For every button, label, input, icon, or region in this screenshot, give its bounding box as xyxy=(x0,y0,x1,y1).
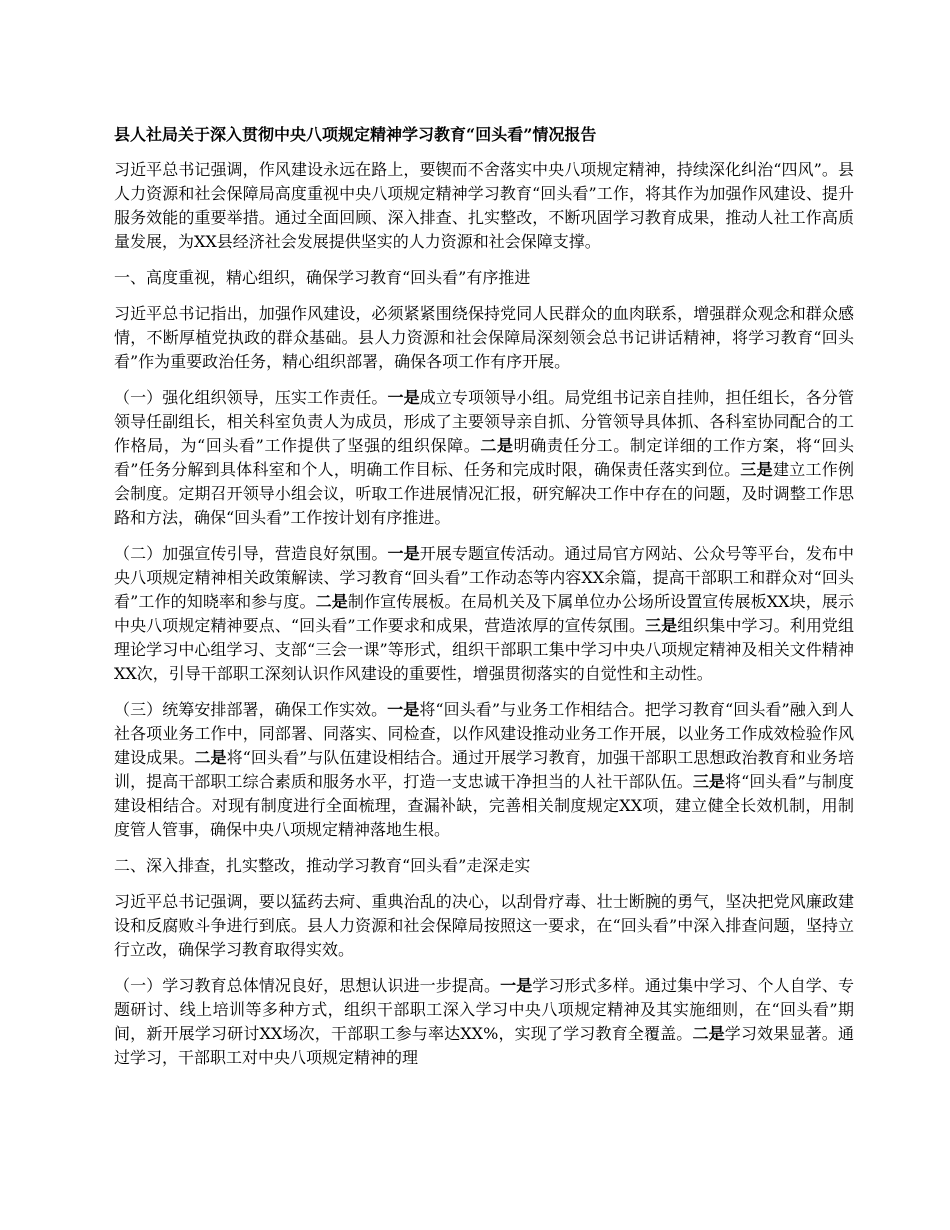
text-run: 将“回头看”与队伍建设相结合。通过开展学习教育，加强干部职工思想政治教育和业务培训，提高干部职工综合素质和服务水平，打造一支忠诚干净担当的人社干部队伍。 xyxy=(114,748,854,791)
bold-run: 二是 xyxy=(315,592,348,611)
text-run: 组织集中学习。利用党组理论学习中心组学习、支部“三会一课”等形式，组织干部职工集中学习中央八项规定精神及相关文件精神XX次，引导干部职工深刻认识作风建设的重要性，增强贯彻落实的自觉性和主动性。 xyxy=(114,616,854,683)
text-run: 学习形式多样。通过集中学习、个人自学、专题研讨、线上培训等多种方式，组织干部职工深入学习中央八项规定精神及其实施细则，在“回头看”期间，新开展学习研讨XX场次，干部职工参与率达XX%，实现了学习教育全覆盖。 xyxy=(114,976,854,1043)
section-1-paragraph-2 xyxy=(114,542,854,686)
text-run: 学习效果显著。通过学习，干部职工对中央八项规定精神的理 xyxy=(114,1024,854,1067)
section-2-paragraph-1 xyxy=(114,974,854,1070)
bold-run: 二是 xyxy=(480,436,514,455)
bold-run: 一是 xyxy=(387,700,420,719)
text-run: （一）学习教育总体情况良好，思想认识进一步提高。 xyxy=(114,976,501,995)
bold-run: 三是 xyxy=(645,616,678,635)
bold-run: 二是 xyxy=(194,748,227,767)
section-1-paragraph-1 xyxy=(114,386,854,530)
section-1-intro: 习近平总书记指出，加强作风建设，必须紧紧围绕保持党同人民群众的血肉联系，增强群众观念和群众感情，不断厚植党执政的群众基础。县人力资源和社会保障局深刻领会总书记讲话精神，将学习教育“回头看”作为重要政治任务，精心组织部署，确保各项工作有序开展。 xyxy=(114,304,854,371)
bold-run: 一是 xyxy=(387,388,420,407)
text-run: 制作宣传展板。在局机关及下属单位办公场所设置宣传展板XX块，展示中央八项规定精神要点、“回头看”工作要求和成果，营造浓厚的宣传氛围。 xyxy=(114,592,854,635)
section-1-heading: 一、高度重视，精心组织，确保学习教育“回头看”有序推进 xyxy=(114,268,531,287)
section-1-paragraph-3 xyxy=(114,698,854,842)
section-2-intro: 习近平总书记强调，要以猛药去疴、重典治乱的决心，以刮骨疗毒、壮士断腕的勇气，坚决把党风廉政建设和反腐败斗争进行到底。县人力资源和社会保障局按照这一要求，在“回头看”中深入排查问题，坚持立行立改，确保学习教育取得实效。 xyxy=(114,892,854,959)
bold-run: 一是 xyxy=(500,976,533,995)
document-page xyxy=(114,123,854,1082)
text-run: （二）加强宣传引导，营造良好氛围。 xyxy=(114,544,388,563)
text-run: （一）强化组织领导，压实工作责任。 xyxy=(114,388,388,407)
text-run: 建立工作例会制度。定期召开领导小组会议，听取工作进展情况汇报，研究解决工作中存在的问题，及时调整工作思路和方法，确保“回头看”工作按计划有序推进。 xyxy=(114,460,854,527)
bold-run: 三是 xyxy=(740,460,773,479)
document-title: 县人社局关于深入贯彻中央八项规定精神学习教育“回头看”情况报告 xyxy=(114,125,597,144)
text-run: 明确责任分工。制定详细的工作方案，将“回头看”任务分解到具体科室和个人，明确工作目标、任务和完成时限，确保责任落实到位。 xyxy=(114,436,854,479)
section-2-heading: 二、深入排查，扎实整改，推动学习教育“回头看”走深走实 xyxy=(114,856,531,875)
text-run: （三）统筹安排部署，确保工作实效。 xyxy=(114,700,388,719)
text-run: 将“回头看”与业务工作相结合。把学习教育“回头看”融入到人社各项业务工作中，同部署、同落实、同检查，以作风建设推动业务工作开展，以业务工作成效检验作风建设成果。 xyxy=(114,700,854,767)
text-run: 成立专项领导小组。局党组书记亲自挂帅，担任组长，各分管领导任副组长，相关科室负责人为成员，形成了主要领导亲自抓、分管领导具体抓、各科室协同配合的工作格局，为“回头看”工作提供了坚强的组织保障。 xyxy=(114,388,854,455)
bold-run: 二是 xyxy=(692,1024,725,1043)
bold-run: 一是 xyxy=(387,544,420,563)
bold-run: 三是 xyxy=(692,772,725,791)
text-run: 将“回头看”与制度建设相结合。对现有制度进行全面梳理，查漏补缺，完善相关制度规定XX项，建立健全长效机制，用制度管人管事，确保中央八项规定精神落地生根。 xyxy=(114,772,854,839)
intro-paragraph: 习近平总书记强调，作风建设永远在路上，要锲而不舍落实中央八项规定精神，持续深化纠治“四风”。县人力资源和社会保障局高度重视中央八项规定精神学习教育“回头看”工作，将其作为加强作风建设、提升服务效能的重要举措。通过全面回顾、深入排查、扎实整改，不断巩固学习教育成果，推动人社工作高质量发展，为XX县经济社会发展提供坚实的人力资源和社会保障支撑。 xyxy=(114,160,854,251)
text-run: 开展专题宣传活动。通过局官方网站、公众号等平台，发布中央八项规定精神相关政策解读、学习教育“回头看”工作动态等内容XX余篇，提高干部职工和群众对“回头看”工作的知晓率和参与度。 xyxy=(114,544,854,611)
